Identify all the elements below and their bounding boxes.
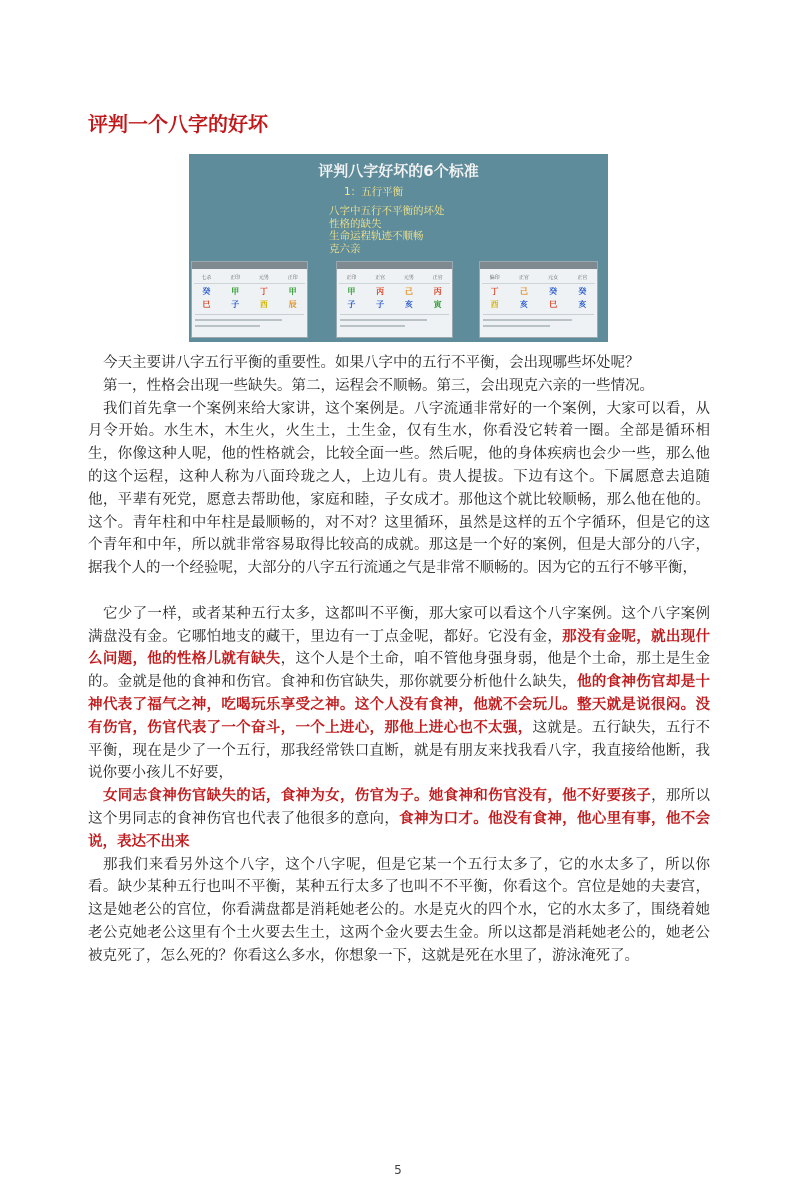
paragraph-gap: [88, 580, 710, 603]
heavenly-stem: 甲: [288, 287, 297, 296]
earthly-branch: 子: [376, 300, 385, 309]
slide-title: 评判八字好坏的6个标准: [318, 162, 479, 180]
heavenly-stem: 己: [519, 287, 528, 296]
emphasis-text: 食神为口才。他没有食神，他心里有事，他不会说，表达不出来: [88, 810, 711, 850]
earthly-branch: 巳: [202, 300, 211, 309]
paragraph: [88, 785, 710, 853]
shishen-label: 七杀: [201, 275, 212, 281]
emphasis-text: 女同志食神伤官缺失的话，食神为女，伤官为子。她食神和伤官没有，他不好要孩子: [103, 788, 652, 805]
earthly-branch: 酉: [259, 300, 268, 309]
paragraph-text: 这就是。五行缺失，五行不平衡，现在是少了一个五行，那我经常铁口直断，就是有朋友来找我看八字，我直接给他断，我说你要小孩儿不好要，: [88, 719, 711, 782]
shishen-label: 元男: [258, 275, 269, 281]
heavenly-stem: 癸: [202, 287, 211, 296]
heavenly-stem: 甲: [347, 287, 356, 296]
paragraph-text: 我们首先拿一个案例来给大家讲，这个案例是。八字流通非常好的一个案例，大家可以看，从月令开始。水生木，木生火，火生土，土生金，仅有生水，你看没它转着一圈。全部是循环相生，你像这种人呢，他的性格就会，比较全面一些。然后呢，他的身体疾病也会少一些，那么他的这个运程，这种人称为八面玲珑之人，上边儿有。贵人提拔。下边有这个。下属愿意去追随他，平辈有死党，愿意去帮助他，家庭和睦，子女成才。那他这个就比较顺畅，那么他在他的。这个。青年柱和中年柱是最顺畅的，对不对？这里循环，虽然是这样的五个字循环，但是它的这个青年和中年，所以就非常容易取得比较高的成就。那这是一个好的案例，但是大部分的八字，据我个人的一个经验呢，大部分的八字五行流通之气是非常不顺畅的。因为它的五行不够平衡，: [88, 400, 710, 577]
slide-bullet: 克六亲: [329, 242, 361, 255]
emphasis-text: 他的食神伤官却是十神代表了福气之神，吃喝玩乐享受之神。这个人没有食神，他就不会玩儿。整天就是说很闷。没有伤官，伤官代表了一个奋斗，一个上进心，那他上进心也不太强，: [88, 674, 711, 736]
paragraph: [88, 352, 710, 375]
slide-subtitle: 1：五行平衡: [344, 186, 404, 198]
heavenly-stem: 癸: [549, 287, 558, 296]
heavenly-stem: 癸: [578, 287, 587, 296]
earthly-branch: 亥: [404, 300, 413, 309]
slide-bullets: [329, 205, 445, 255]
earthly-branch: 酉: [490, 300, 499, 309]
paragraph-text: ，那所以这个男同志的食神伤官也代表了他很多的意向，: [88, 788, 710, 827]
paragraph-text: 那我们来看另外这个八字，这个八字呢，但是它某一个五行太多了，它的水太多了，所以你看。缺少某种五行也叫不平衡，某种五行太多了也叫不不平衡，你看这个。宫位是她的夫妻宫，这是她老公的宫位，你看满盘都是消耗她老公的。水是克火的四个水，它的水太多了，围绕着她老公克她老公这里有个土火要去生土，这两个金火要去生金。所以这都是消耗她老公的，她老公被克死了，怎么死的？你看这么多水，你想象一下，这就是死在水里了，游泳淹死了。: [88, 856, 710, 964]
bazi-chart-1: [191, 261, 308, 338]
paragraph-text: 第一，性格会出现一些缺失。第二，运程会不顺畅。第三，会出现克六亲的一些情况。: [103, 377, 654, 394]
shishen-label: 元男: [403, 275, 414, 281]
slide-bullet: 性格的缺失: [329, 217, 382, 230]
bazi-chart-3: [479, 261, 598, 338]
paragraph-text: 它少了一样，或者某种五行太多，这都叫不平衡，那大家可以看这个八字案例。这个八字案例满盘没有金。它哪怕地支的藏干，里边有一丁点金呢，都好。它没有金，: [88, 605, 710, 645]
slide-bullet: 八字中五行不平衡的坏处: [329, 205, 445, 217]
heavenly-stem: 丙: [433, 287, 442, 296]
earthly-branch: 亥: [519, 300, 528, 309]
bazi-chart-2: [336, 261, 453, 338]
heavenly-stem: 丁: [490, 287, 499, 296]
heavenly-stem: 甲: [231, 287, 240, 296]
earthly-branch: 巳: [549, 300, 558, 309]
earthly-branch: 子: [231, 300, 240, 309]
paragraph: [88, 375, 710, 398]
paragraph: [88, 603, 710, 785]
shishen-label: 正印: [287, 275, 298, 281]
article-body: [88, 352, 710, 968]
shishen-label: 元女: [548, 275, 559, 281]
heavenly-stem: 己: [404, 287, 413, 296]
heavenly-stem: 丁: [259, 287, 268, 296]
heavenly-stem: 丙: [376, 287, 385, 296]
shishen-label: 正官: [518, 275, 529, 281]
emphasis-text: 那没有金呢，就出现什么问题，他的性格儿就有缺失: [88, 628, 711, 668]
shishen-label: 正印: [346, 275, 357, 281]
earthly-branch: 子: [347, 300, 356, 309]
paragraph-text: 今天主要讲八字五行平衡的重要性。如果八字中的五行不平衡，会出现哪些坏处呢？: [103, 355, 640, 371]
shishen-label: 正官: [432, 275, 443, 281]
earthly-branch: 寅: [433, 300, 442, 309]
slide-image: [189, 154, 608, 342]
shishen-label: 正官: [375, 275, 386, 281]
paragraph-text: ，这个人是个土命，咱不管他身强身弱，他是个土命，那土是生金的。金就是他的食神和伤官。食神和伤官缺失，那你就要分析他什么缺失，: [88, 651, 711, 691]
shishen-label: 偏印: [489, 275, 500, 281]
shishen-label: 正官: [577, 275, 588, 281]
page-number: 5: [394, 1163, 402, 1177]
slide-bullet: 生命运程轨迹不顺畅: [329, 230, 424, 242]
shishen-label: 正印: [230, 275, 241, 281]
earthly-branch: 亥: [578, 300, 587, 309]
page-heading: 评判一个八字的好坏: [88, 112, 268, 136]
paragraph: [88, 854, 710, 968]
paragraph: [88, 398, 710, 580]
earthly-branch: 辰: [288, 300, 297, 309]
